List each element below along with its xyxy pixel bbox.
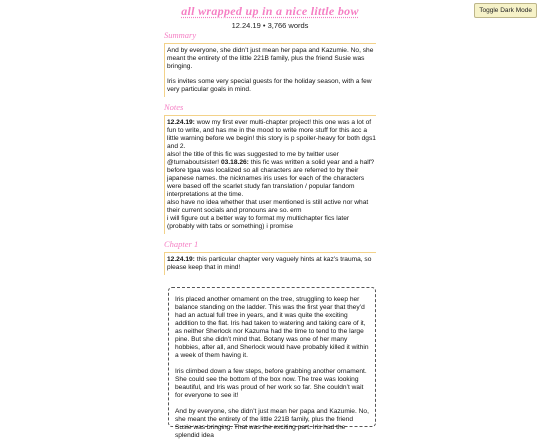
story-text-box <box>168 287 376 439</box>
summary-paragraph: And by everyone, she didn’t just mean her papa and Kazumie. No, she meant the entirety of the little 221B family, plus the friend Susie was bringing. <box>167 47 374 70</box>
notes-text: also! the title of this fic was suggested to me by twitter user @turnaboutsister! <box>167 151 339 166</box>
chapter-note-date: 12.24.19: <box>167 256 195 263</box>
notes-text: also have no idea whether that user mentioned is still active nor what their current socials and pronouns are so. erm <box>167 199 369 214</box>
notes-heading: Notes <box>164 102 184 112</box>
notes-text: this fic was written a solid year and a half? before tgaa was localized so all characters are referred to by their japanese names. the nicknames iris uses for each of the characters were based off the scarlet study fan translation / popular fandom interpretations at the time. <box>167 159 375 198</box>
story-paragraph: And by everyone, she didn’t just mean her papa and Kazumie. No, she meant the entirety of the little 221B family, plus the friend Susie was bringing. That was the exciting part. Iris had the splendid idea <box>175 408 369 439</box>
summary-paragraph: Iris invites some very special guests for the holiday season, with a few very particular goals in mind. <box>167 78 372 93</box>
notes-box <box>164 115 376 234</box>
notes-date: 03.18.26: <box>220 159 249 166</box>
chapter-heading: Chapter 1 <box>164 239 199 249</box>
summary-box <box>164 43 376 97</box>
work-meta <box>0 21 540 30</box>
chapter-note <box>167 256 376 272</box>
meta-separator: • <box>260 21 268 30</box>
notes-block <box>167 119 376 231</box>
toggle-dark-mode-button[interactable]: Toggle Dark Mode <box>474 3 537 18</box>
chapter-note-text: this particular chapter very vaguely hints at kaz’s trauma, so please keep that in mind! <box>167 256 372 271</box>
work-header <box>0 0 540 30</box>
story-paragraph: Iris climbed down a few steps, before grabbing another ornament. She could see the bottom of the box now. The tree was looking beautiful, and Iris was proud of her work so far. She couldn’t wait for everyone to see it! <box>175 368 367 399</box>
chapter-notes-box <box>164 252 376 275</box>
story-paragraph: Iris placed another ornament on the tree, struggling to keep her balance standing on the ladder. This was the first year that they’d had an actual full tree in years, and it was quite the exciting addition to the flat. Iris had taken to watering and taking care of it, as neither Sherlock nor Kazuma had the time to tend to the large pine. But she didn’t mind that. Botany was one of her many hobbies, after all, and Sherlock would have probably killed it within a week of them having it. <box>175 296 369 359</box>
notes-text: i will figure out a better way to format my multichapter fics later (probably with tabs or something) i promise <box>167 215 350 230</box>
word-count: 3,766 words <box>267 21 309 30</box>
work-date: 12.24.19 <box>231 21 261 30</box>
work-content <box>164 30 376 439</box>
notes-date: 12.24.19: <box>167 119 195 126</box>
notes-text: wow my first ever multi-chapter project! this one was a lot of fun to write, and has me in the mood to write more stuff for this acc a little warning before we begin! this story is p spoiler-heavy for both dgs1 and 2. <box>167 119 376 150</box>
work-title: all wrapped up in a nice little bow <box>181 4 359 18</box>
summary-heading: Summary <box>164 30 197 40</box>
